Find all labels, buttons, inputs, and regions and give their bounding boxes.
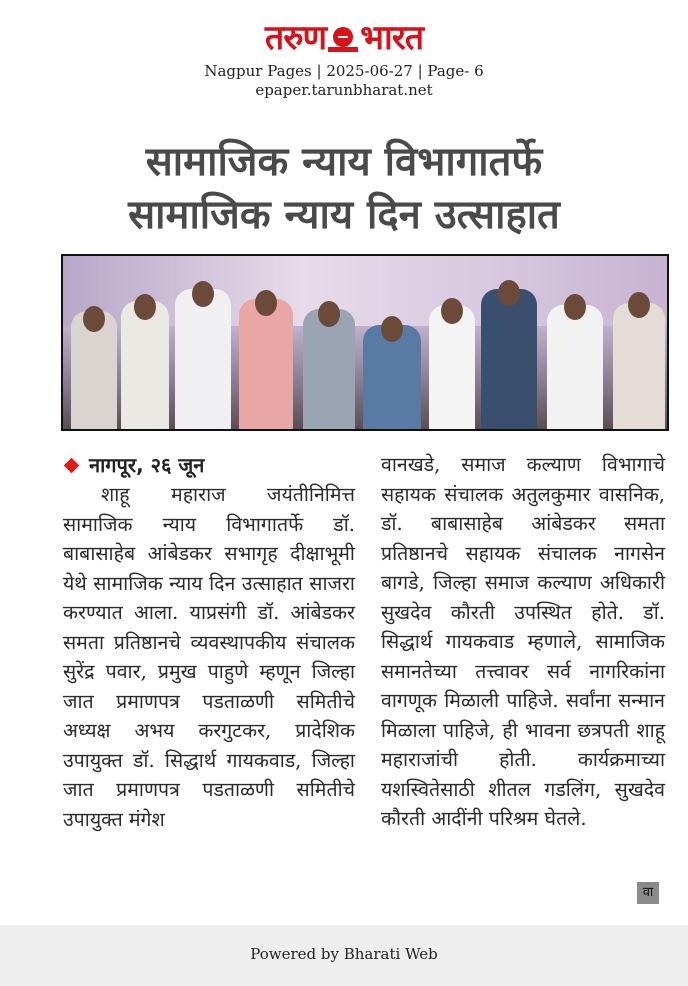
article-headline	[20, 136, 668, 242]
person-figure	[481, 289, 537, 429]
headline-line-2: सामाजिक न्याय दिन उत्साहात	[128, 192, 560, 238]
person-figure	[547, 305, 603, 429]
dateline	[63, 450, 355, 480]
sun-emblem-icon	[330, 23, 356, 53]
masthead	[0, 18, 688, 58]
article-column-right	[381, 450, 665, 834]
logo-word-right: भारत	[360, 18, 424, 58]
person-figure	[175, 289, 231, 429]
footer	[0, 925, 688, 986]
agency-mark: वा	[637, 882, 659, 904]
website-link[interactable]: epaper.tarunbharat.net	[255, 81, 433, 99]
person-figure	[239, 299, 293, 429]
newspaper-logo[interactable]	[265, 18, 423, 58]
event-photo	[61, 254, 669, 431]
diamond-bullet-icon	[64, 457, 80, 473]
person-figure	[613, 303, 665, 429]
logo-word-left: तरुण	[264, 18, 327, 58]
footer-credit[interactable]: Powered by Bharati Web	[250, 945, 438, 963]
person-figure	[121, 301, 169, 429]
dateline-text: नागपूर, २६ जून	[89, 453, 205, 477]
edition-info	[0, 62, 688, 100]
article-body-right: वानखडे, समाज कल्याण विभागाचे सहायक संचालक अतुलकुमार वासनिक, डॉ. बाबासाहेब आंबेडकर समता प्रतिष्ठानचे सहायक संचालक नागसेन बागडे, जिल्हा समाज कल्याण अधिकारी सुखदेव कौरती उपस्थित होते. डॉ. सिद्धार्थ गायकवाड म्हणाले, सामाजिक समानतेच्या तत्त्वावर सर्व नागरिकांना वागणूक मिळाली पाहिजे. सर्वांना सन्मान मिळाला पाहिजे, ही भावना छत्रपती शाहू महाराजांची होती. कार्यक्रमाच्या यशस्वितेसाठी शीतल गडलिंग, सुखदेव कौरती आदींनी परिश्रम घेतले.	[381, 453, 665, 830]
source-line: Nagpur Pages | 2025-06-27 | Page- 6	[204, 62, 484, 80]
person-figure	[303, 309, 355, 429]
headline-line-1: सामाजिक न्याय विभागातर्फे	[145, 139, 543, 185]
article-column-left	[63, 450, 355, 834]
article-body-left: शाहू महाराज जयंतीनिमित्त सामाजिक न्याय विभागातर्फे डॉ. बाबासाहेब आंबेडकर सभागृह दीक्षाभूमी येथे सामाजिक न्याय दिन उत्साहात साजरा करण्यात आला. याप्रसंगी डॉ. आंबेडकर समता प्रतिष्ठानचे व्यवस्थापकीय संचालक सुरेंद्र पवार, प्रमुख पाहुणे म्हणून जिल्हा जात प्रमाणपत्र पडताळणी समितीचे अध्यक्ष अभय करगुटकर, प्रादेशिक उपायुक्त डॉ. सिद्धार्थ गायकवाड, जिल्हा जात प्रमाणपत्र पडताळणी समितीचे उपायुक्त मंगेश	[63, 483, 355, 831]
